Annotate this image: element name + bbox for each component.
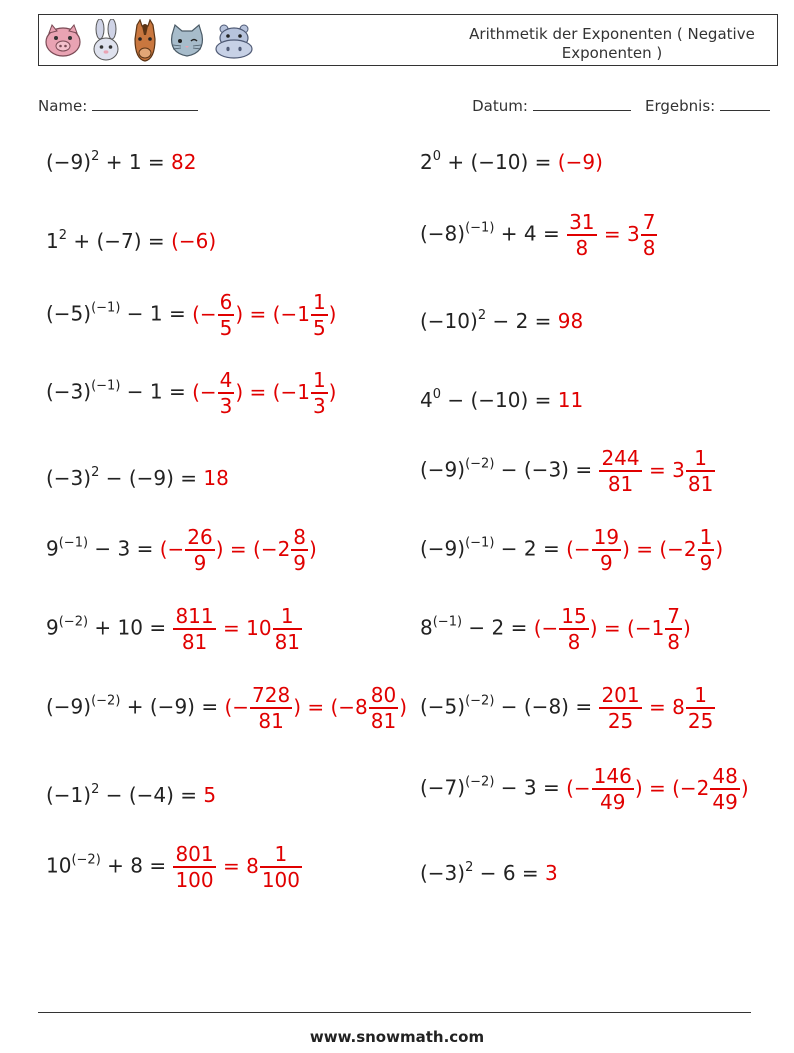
problem-14: $8^{(-1)} - 2$ = (− $\frac{15}{8}$ ) = (−1 $\frac{7}{8}$ ) <box>420 604 691 654</box>
name-field <box>38 94 198 115</box>
result-label: Ergebnis: <box>645 97 716 115</box>
problem-19: $10^{(-2)} + 8$ = $\frac{801}{100}$ = 8 $\frac{1}{100}$ <box>46 842 301 892</box>
animal-icons <box>43 19 255 63</box>
problem-7: $(-3)^{(-1)} - 1$ = (− $\frac{4}{3}$ ) = (−1 $\frac{1}{3}$ ) <box>46 368 337 418</box>
pig-icon <box>43 23 83 59</box>
problem-13: $9^{(-2)} + 10$ = $\frac{811}{81}$ = 10 $\frac{1}{81}$ <box>46 604 301 654</box>
problem-2: $2^0 + (-10) = (-9)$ <box>420 149 603 174</box>
name-label: Name: <box>38 97 88 115</box>
problem-12: $(-9)^{(-1)} - 2$ = (− $\frac{19}{9}$ ) = (−2 $\frac{1}{9}$ ) <box>420 525 724 575</box>
problem-20: $(-3)^2 - 6 = 3$ <box>420 860 558 885</box>
result-blank <box>720 94 770 111</box>
problem-15: $(-9)^{(-2)} + (-9)$ = (− $\frac{728}{81}$ ) = (−8 $\frac{80}{81}$ ) <box>46 683 408 733</box>
problem-10: $(-9)^{(-2)} - (-3)$ = $\frac{244}{81}$ = 3 $\frac{1}{81}$ <box>420 446 714 496</box>
date-label: Datum: <box>472 97 528 115</box>
hippo-icon <box>213 23 255 59</box>
worksheet-title: Arithmetik der Exponenten ( Negative Exponenten ) <box>469 25 755 62</box>
problem-5: $(-5)^{(-1)} - 1$ = (− $\frac{6}{5}$ ) = (−1 $\frac{1}{5}$ ) <box>46 290 337 340</box>
problem-6: $(-10)^2 - 2 = 98$ <box>420 308 584 333</box>
name-blank <box>92 94 198 111</box>
date-result-fields <box>472 94 770 115</box>
problem-18: $(-7)^{(-2)} - 3$ = (− $\frac{146}{49}$ ) = (−2 $\frac{48}{49}$ ) <box>420 764 749 814</box>
rabbit-icon <box>89 19 123 63</box>
footer-divider <box>38 1012 751 1013</box>
worksheet-header <box>38 14 778 66</box>
horse-icon <box>129 19 161 63</box>
problem-11: $9^{(-1)} - 3$ = (− $\frac{26}{9}$ ) = (−2 $\frac{8}{9}$ ) <box>46 525 317 575</box>
problem-4: $(-8)^{(-1)} + 4$ = $\frac{31}{8}$ = 3 $\frac{7}{8}$ <box>420 210 656 260</box>
problem-17: $(-1)^2 - (-4) = 5$ <box>46 782 217 807</box>
date-blank <box>533 94 631 111</box>
footer-url: www.snowmath.com <box>309 1028 485 1046</box>
cat-icon <box>167 23 207 59</box>
problem-8: $4^0 - (-10) = 11$ <box>420 387 584 412</box>
problem-9: $(-3)^2 - (-9) = 18$ <box>46 465 229 490</box>
problem-16: $(-5)^{(-2)} - (-8)$ = $\frac{201}{25}$ = 8 $\frac{1}{25}$ <box>420 683 714 733</box>
problem-1: $(-9)^2 + 1 = 82$ <box>46 149 197 174</box>
problem-3: $1^2 + (-7) = (-6)$ <box>46 228 217 253</box>
